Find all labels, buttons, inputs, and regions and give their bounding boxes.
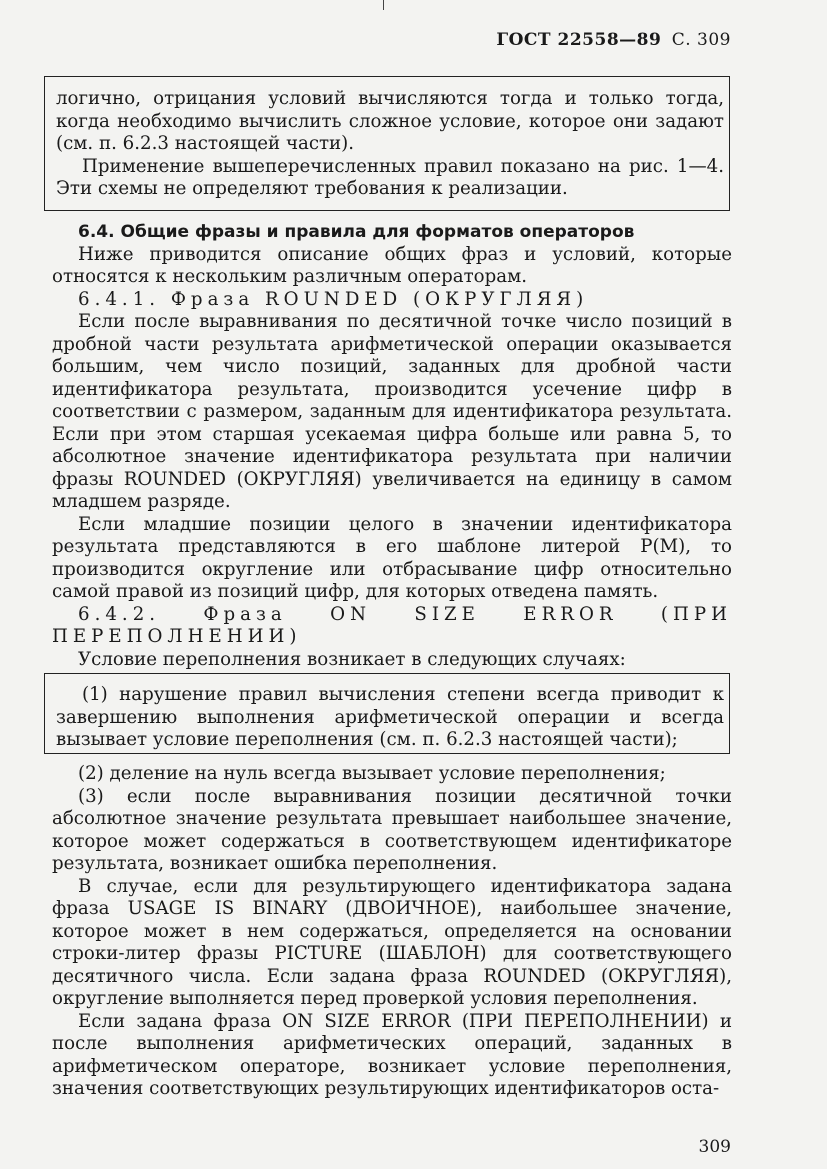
section-6-4 bbox=[52, 221, 732, 671]
list-item-2: (2) деление на нуль всегда вызывает условие переполнения; bbox=[78, 763, 666, 784]
section-6-4-1-paragraph-2: Если младшие позиции целого в значении идентификатора результата представляются в его шаблоне литерой Р(М), то производится округление или отбрасывание цифр относительно самой правой из позиций цифр, для которых отведена память. bbox=[52, 513, 732, 602]
gost-title: ГОСТ 22558—89 bbox=[496, 30, 662, 50]
page-header bbox=[496, 30, 731, 50]
header-page-number: С. 309 bbox=[671, 30, 731, 50]
section-6-4-paragraph: Ниже приводится описание общих фраз и условий, которые относятся к нескольким различным операторам. bbox=[52, 243, 732, 287]
tail-paragraph-1: В случае, если для результирующего идентификатора задана фраза USAGE IS BINARY (ДВОИЧНОЕ), наибольшее значение, которое может в нем содержаться, определяется на основании строки-литер фразы PICTURE (ШАБЛОН) для соответствующего десятичного числа. Если задана фраза ROUNDED (ОКРУГЛЯЯ), округление выполняется перед проверкой условия переполнения. bbox=[52, 875, 732, 1009]
box1-paragraph-1: логично, отрицания условий вычисляются тогда и только тогда, когда необходимо вычислить сложное условие, которое они задают (см. п. 6.2.3 настоящей части). bbox=[56, 88, 724, 154]
list-continuation bbox=[52, 763, 732, 1101]
section-6-4-2-paragraph: Условие переполнения возникает в следующих случаях: bbox=[78, 648, 626, 670]
boxed-item bbox=[56, 684, 724, 752]
scan-mark bbox=[383, 0, 384, 10]
box1-paragraph-2: Применение вышеперечисленных правил показано на рис. 1—4. Эти схемы не определяют требования к реализации. bbox=[56, 155, 724, 199]
box-top-rule bbox=[45, 76, 729, 77]
section-6-4-heading: 6.4. Общие фразы и правила для форматов операторов bbox=[78, 222, 635, 242]
boxed-continuation bbox=[56, 88, 724, 201]
section-6-4-1-paragraph-1: Если после выравнивания по десятичной точке число позиций в дробной части результата арифметической операции оказывается большим, чем число позиций, заданных для дробной части идентификатора результата, производится усечение цифр в соответствии с размером, заданным для идентификатора результата. Если при этом старшая усекаемая цифра больше или равна 5, то абсолютное значение идентификатора результата при наличии фразы ROUNDED (ОКРУГЛЯЯ) увеличивается на единицу в самом младшем разряде. bbox=[52, 311, 732, 512]
section-6-4-2-heading: 6.4.2. Фраза ON SIZE ERROR (ПРИ ПЕРЕПОЛНЕНИИ) bbox=[52, 603, 732, 647]
list-item-1: (1) нарушение правил вычисления степени всегда приводит к завершению выполнения арифметической операции и всегда вызывает условие переполнения (см. п. 6.2.3 настоящей части); bbox=[56, 684, 724, 750]
section-6-4-1-heading: 6.4.1. Фраза ROUNDED (ОКРУГЛЯЯ) bbox=[78, 288, 589, 310]
tail-paragraph-2: Если задана фраза ON SIZE ERROR (ПРИ ПЕРЕПОЛНЕНИИ) и после выполнения арифметических операций, заданных в арифметическом операторе, возникает условие переполнения, значения соответствующих результирующих идентификаторов оста- bbox=[52, 1010, 732, 1099]
list-item-3: (3) если после выравнивания позиции десятичной точки абсолютное значение результата превышает наибольшее значение, которое может содержаться в соответствующем идентификаторе результата, возникает ошибка переполнения. bbox=[52, 785, 732, 874]
footer-page-number: 309 bbox=[698, 1137, 731, 1157]
